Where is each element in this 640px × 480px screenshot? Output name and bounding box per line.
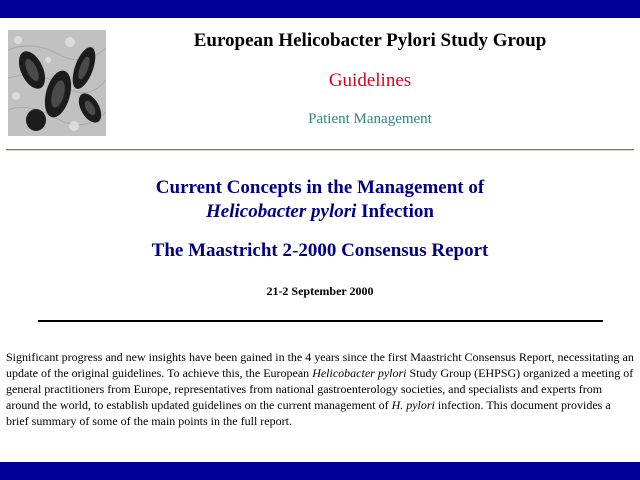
document-title-line1: Current Concepts in the Management of [155, 177, 485, 198]
document-date: 21-2 September 2000 [266, 284, 374, 298]
document-title [0, 176, 640, 224]
section-divider [38, 320, 603, 322]
guidelines-heading: Guidelines [328, 70, 412, 91]
summary-italic-1: Helicobacter pylori [312, 366, 407, 380]
summary-italic-2: H. pylori [391, 398, 435, 412]
document-subtitle: The Maastricht 2-2000 Consensus Report [151, 240, 489, 261]
patient-management-heading: Patient Management [308, 111, 432, 127]
bottom-banner-bar [0, 462, 640, 480]
top-banner-bar [0, 0, 640, 18]
summary-paragraph [6, 349, 634, 429]
header-divider [6, 149, 634, 151]
document-title-line2 [0, 200, 640, 224]
summary-text-1: Significant progress and new insights have been gained in the 4 years since the first Maastricht Consensus Report, necessitating an update of the original guidelines. To achieve this, the European [6, 350, 634, 380]
bacteria-micrograph-image [8, 30, 106, 136]
document-title-italic: Helicobacter pylori [206, 201, 357, 222]
organization-title: European Helicobacter Pylori Study Group [193, 30, 547, 51]
summary-text-2: Study Group (EHPSG) organized a meeting of general practitioners from Europe, representatives from national gastroenterology societies, and specialists and experts from around the world, to establish updated guidelines on the current management of [6, 366, 634, 412]
summary-text-3: infection. This document provides a brief summary of some of the main points in the full report. [6, 398, 611, 428]
document-title-rest: Infection [356, 201, 434, 222]
